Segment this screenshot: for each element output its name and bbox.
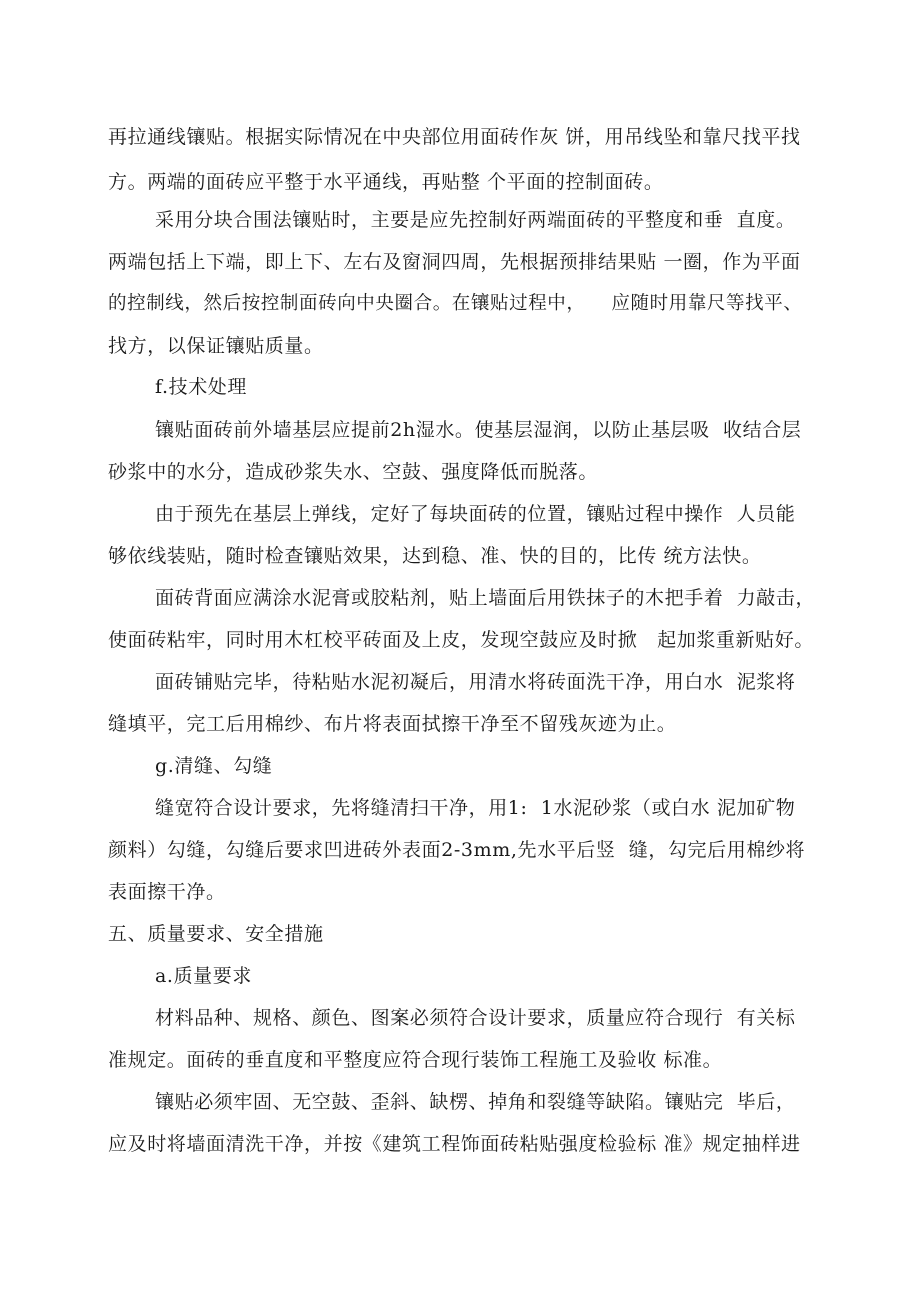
text-line: 采用分块合围法镶贴时，主要是应先控制好两端面砖的平整度和垂 直度。 bbox=[155, 209, 796, 231]
text-line: 缝宽符合设计要求，先将缝清扫干净，用1: 1水泥砂浆（或白水 泥加矿物 bbox=[155, 797, 796, 819]
text-line: 应及时将墙面清洗干净，并按《建筑工程饰面砖粘贴强度检验标 准》规定抽样进 bbox=[108, 1133, 801, 1155]
text-line: 的控制线，然后按控制面砖向中央圈合。在镶贴过程中， 应随时用靠尺等找平、 bbox=[108, 293, 803, 314]
text-line: 镶贴必须牢固、无空鼓、歪斜、缺楞、掉角和裂缝等缺陷。镶贴完 毕后， bbox=[155, 1091, 796, 1113]
chapter-heading: 五、质量要求、安全措施 bbox=[108, 923, 324, 945]
section-heading: f.技术处理 bbox=[155, 376, 247, 398]
text-line: 再拉通线镶贴。根据实际情况在中央部位用面砖作灰 饼，用吊线坠和靠尺找平找 bbox=[108, 126, 801, 148]
text-line: 使面砖粘牢，同时用木杠校平砖面及上皮，发现空鼓应及时掀 起加浆重新贴好。 bbox=[108, 629, 814, 651]
text-line: 面砖背面应满涂水泥膏或胶粘剂，贴上墙面后用铁抹子的木把手着 力敲击， bbox=[155, 587, 816, 609]
text-line: 材料品种、规格、颜色、图案必须符合设计要求，质量应符合现行 有关标 bbox=[155, 1007, 796, 1029]
text-line: 缝填平，完工后用棉纱、布片将表面拭擦干净至不留残灰迹为止。 bbox=[108, 713, 677, 735]
text-line: 砂浆中的水分，造成砂浆失水、空鼓、强度降低而脱落。 bbox=[108, 461, 599, 483]
section-heading: g.清缝、勾缝 bbox=[155, 755, 273, 777]
text-line: 面砖铺贴完毕，待粘贴水泥初凝后，用清水将砖面洗干净，用白水 泥浆将 bbox=[155, 671, 796, 693]
text-line: 表面擦干净。 bbox=[108, 881, 226, 903]
text-line: 方。两端的面砖应平整于水平通线，再贴整 个平面的控制面砖。 bbox=[108, 171, 664, 193]
text-line: 找方，以保证镶贴质量。 bbox=[108, 335, 324, 357]
text-line: 准规定。面砖的垂直度和平整度应符合现行装饰工程施工及验收 标准。 bbox=[108, 1049, 723, 1071]
text-line: 由于预先在基层上弹线，定好了每块面砖的位置，镶贴过程中操作 人员能 bbox=[155, 503, 796, 525]
text-line: 够依线装贴，随时检查镶贴效果，达到稳、准、快的目的，比传 统方法快。 bbox=[108, 545, 762, 567]
text-line: 两端包括上下端，即上下、左右及窗洞四周，先根据预排结果贴 一圈，作为平面 bbox=[108, 251, 801, 273]
text-line: 镶贴面砖前外墙基层应提前2h湿水。使基层湿润，以防止基层吸 收结合层 bbox=[155, 419, 802, 441]
text-line: 颜料）勾缝，勾缝后要求凹进砖外表面2-3mm,先水平后竖 缝，勾完后用棉纱将 bbox=[108, 839, 806, 861]
section-heading: a.质量要求 bbox=[155, 965, 252, 987]
